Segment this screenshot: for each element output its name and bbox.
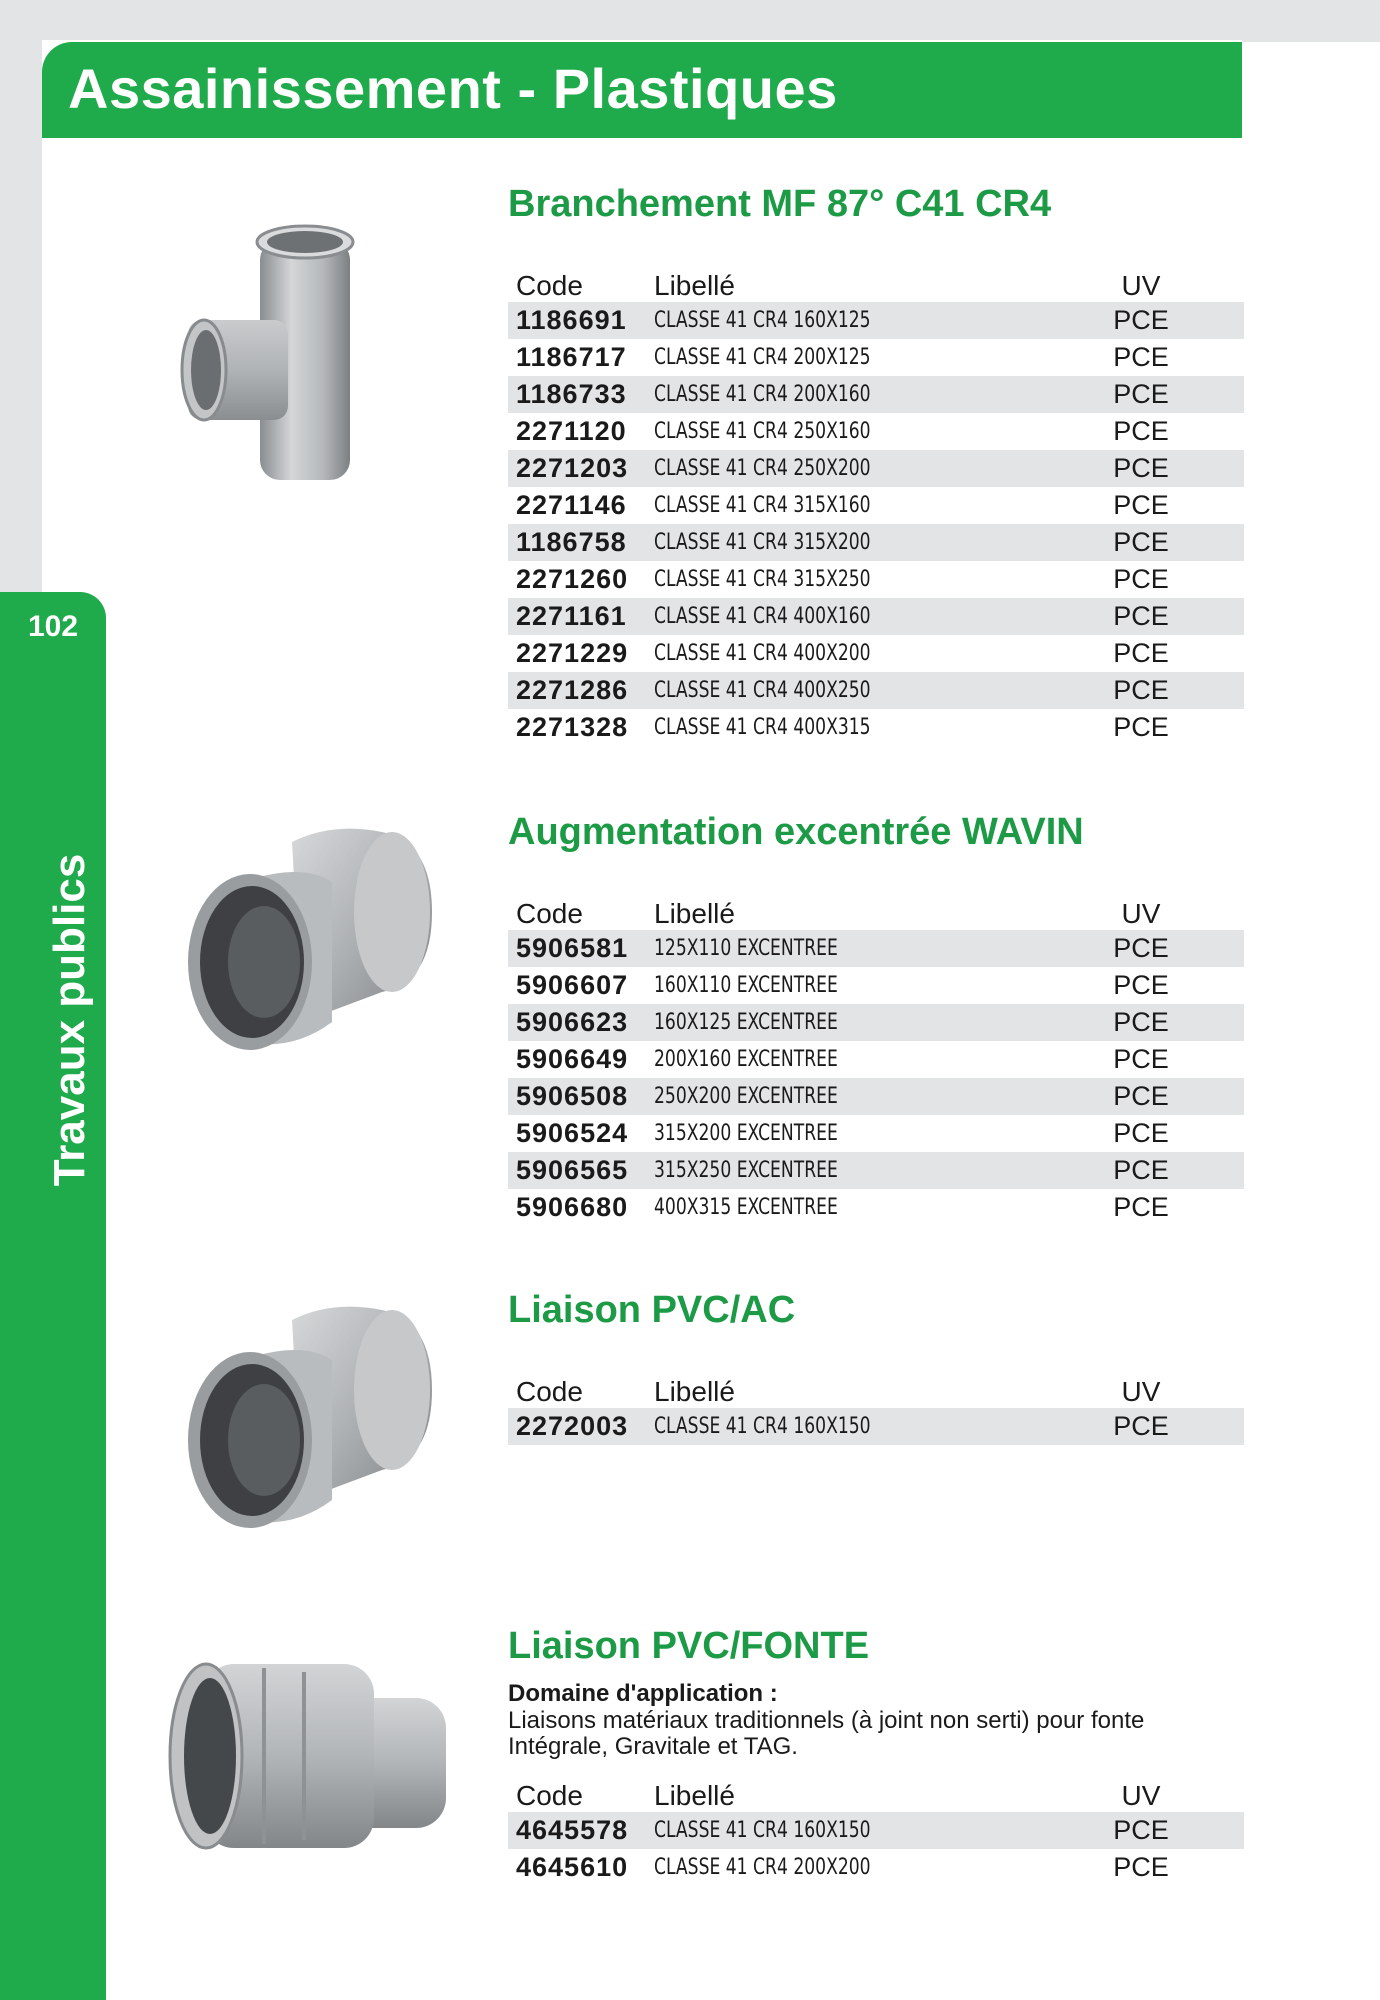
product-uv: PCE (1113, 342, 1169, 372)
product-uv: PCE (1113, 970, 1169, 1000)
product-code: 2271286 (516, 675, 629, 705)
table-row (508, 524, 1244, 561)
product-uv: PCE (1113, 601, 1169, 631)
header-band (42, 42, 1242, 138)
product-uv: PCE (1113, 564, 1169, 594)
product-uv: PCE (1113, 1007, 1169, 1037)
product-code: 1186758 (516, 527, 627, 557)
category-label: Travaux publics (45, 853, 94, 1187)
product-libelle: 400X315 EXCENTREE (654, 1195, 838, 1220)
pvc-eccentric-reducer-image (182, 822, 438, 1066)
pvc-ac-coupling-image (182, 1300, 438, 1544)
table-header (508, 266, 1244, 302)
product-libelle: CLASSE 41 CR4 315X160 (654, 493, 871, 518)
table-row (508, 709, 1244, 746)
product-code: 5906649 (516, 1044, 629, 1074)
table-row (508, 1152, 1244, 1189)
product-code: 5906607 (516, 970, 629, 1000)
product-libelle: CLASSE 41 CR4 160X150 (654, 1414, 871, 1439)
header-libelle: Libellé (654, 1780, 735, 1811)
section-liaison-pvc-fonte (508, 1618, 1244, 1886)
right-margin (1242, 0, 1380, 42)
product-code: 5906524 (516, 1118, 629, 1148)
table-header (508, 1372, 1244, 1408)
product-uv: PCE (1113, 1852, 1169, 1882)
header-code: Code (516, 270, 583, 301)
product-code: 1186733 (516, 379, 627, 409)
section-liaison-pvc-ac (508, 1282, 1244, 1445)
product-libelle: 200X160 EXCENTREE (654, 1047, 838, 1072)
product-uv: PCE (1113, 1044, 1169, 1074)
product-libelle: CLASSE 41 CR4 400X250 (654, 678, 871, 703)
header-code: Code (516, 1780, 583, 1811)
domain-label: Domaine d'application : (508, 1680, 778, 1707)
product-libelle: CLASSE 41 CR4 400X200 (654, 641, 871, 666)
product-code: 2271161 (516, 601, 627, 631)
product-uv: PCE (1113, 675, 1169, 705)
product-libelle: CLASSE 41 CR4 400X160 (654, 604, 871, 629)
product-libelle: CLASSE 41 CR4 250X200 (654, 456, 871, 481)
product-uv: PCE (1113, 1155, 1169, 1185)
pvc-tee-fitting-image (180, 220, 380, 500)
product-code: 5906680 (516, 1192, 629, 1222)
header-libelle: Libellé (654, 270, 735, 301)
page-title: Assainissement - Plastiques (68, 57, 838, 120)
section-title: Liaison PVC/FONTE (508, 1625, 870, 1667)
top-margin (0, 0, 1380, 40)
header-code: Code (516, 898, 583, 929)
product-code: 4645578 (516, 1815, 629, 1845)
table-row (508, 487, 1244, 524)
product-code: 4645610 (516, 1852, 629, 1882)
table-row (508, 302, 1244, 339)
table-row (508, 1408, 1244, 1445)
table-row (508, 967, 1244, 1004)
header-libelle: Libellé (654, 1376, 735, 1407)
table-row (508, 1078, 1244, 1115)
table-row (508, 1004, 1244, 1041)
table-header (508, 894, 1244, 930)
product-code: 2271328 (516, 712, 629, 742)
section-branchement (508, 176, 1244, 746)
page-number: 102 (27, 610, 79, 643)
table-row (508, 1115, 1244, 1152)
product-libelle: CLASSE 41 CR4 400X315 (654, 715, 871, 740)
table-row (508, 561, 1244, 598)
product-table (508, 1812, 1244, 1886)
product-table (508, 1408, 1244, 1445)
product-libelle: 125X110 EXCENTREE (654, 936, 838, 961)
table-row (508, 1041, 1244, 1078)
product-code: 5906623 (516, 1007, 629, 1037)
product-libelle: CLASSE 41 CR4 200X160 (654, 382, 871, 407)
header-uv: UV (1121, 1780, 1161, 1811)
section-augmentation (508, 804, 1244, 1226)
header-libelle: Libellé (654, 898, 735, 929)
product-code: 5906581 (516, 933, 629, 963)
product-table (508, 302, 1244, 746)
application-domain (508, 1680, 1244, 1760)
left-margin (0, 0, 42, 610)
product-libelle: 250X200 EXCENTREE (654, 1084, 838, 1109)
table-header (508, 1776, 1244, 1812)
product-libelle: CLASSE 41 CR4 315X250 (654, 567, 871, 592)
header-code: Code (516, 1376, 583, 1407)
product-libelle: CLASSE 41 CR4 250X160 (654, 419, 871, 444)
product-uv: PCE (1113, 1815, 1169, 1845)
pvc-cast-iron-coupling-image (164, 1656, 454, 1856)
product-uv: PCE (1113, 1192, 1169, 1222)
product-code: 5906508 (516, 1081, 629, 1111)
product-uv: PCE (1113, 1081, 1169, 1111)
product-uv: PCE (1113, 379, 1169, 409)
product-code: 1186717 (516, 342, 627, 372)
product-code: 2271260 (516, 564, 629, 594)
product-uv: PCE (1113, 1411, 1169, 1441)
product-libelle: CLASSE 41 CR4 200X125 (654, 345, 871, 370)
table-row (508, 413, 1244, 450)
product-code: 5906565 (516, 1155, 629, 1185)
section-title: Branchement MF 87° C41 CR4 (508, 183, 1052, 225)
product-libelle: 160X110 EXCENTREE (654, 973, 838, 998)
product-code: 1186691 (516, 305, 627, 335)
table-row (508, 930, 1244, 967)
product-uv: PCE (1113, 638, 1169, 668)
side-band (0, 592, 106, 2000)
table-row (508, 1849, 1244, 1886)
product-uv: PCE (1113, 416, 1169, 446)
product-libelle: CLASSE 41 CR4 160X125 (654, 308, 871, 333)
product-uv: PCE (1113, 933, 1169, 963)
table-row (508, 598, 1244, 635)
product-uv: PCE (1113, 490, 1169, 520)
product-libelle: 315X250 EXCENTREE (654, 1158, 838, 1183)
header-uv: UV (1121, 898, 1161, 929)
table-row (508, 672, 1244, 709)
table-row (508, 635, 1244, 672)
product-uv: PCE (1113, 712, 1169, 742)
product-libelle: CLASSE 41 CR4 200X200 (654, 1855, 871, 1880)
section-title: Augmentation excentrée WAVIN (508, 811, 1084, 853)
table-row (508, 339, 1244, 376)
product-libelle: CLASSE 41 CR4 315X200 (654, 530, 871, 555)
product-table (508, 930, 1244, 1226)
table-row (508, 450, 1244, 487)
table-row (508, 1812, 1244, 1849)
product-code: 2272003 (516, 1411, 629, 1441)
table-row (508, 376, 1244, 413)
product-uv: PCE (1113, 527, 1169, 557)
product-libelle: 315X200 EXCENTREE (654, 1121, 838, 1146)
product-uv: PCE (1113, 305, 1169, 335)
product-uv: PCE (1113, 453, 1169, 483)
product-libelle: CLASSE 41 CR4 160X150 (654, 1818, 871, 1843)
header-uv: UV (1121, 270, 1161, 301)
section-title: Liaison PVC/AC (508, 1289, 796, 1331)
table-row (508, 1189, 1244, 1226)
product-code: 2271203 (516, 453, 629, 483)
header-uv: UV (1121, 1376, 1161, 1407)
domain-text: Liaisons matériaux traditionnels (à joint non serti) pour fonte Intégrale, Gravitale et TAG. (508, 1707, 1145, 1760)
product-code: 2271146 (516, 490, 627, 520)
product-code: 2271229 (516, 638, 629, 668)
product-uv: PCE (1113, 1118, 1169, 1148)
product-code: 2271120 (516, 416, 627, 446)
product-libelle: 160X125 EXCENTREE (654, 1010, 838, 1035)
